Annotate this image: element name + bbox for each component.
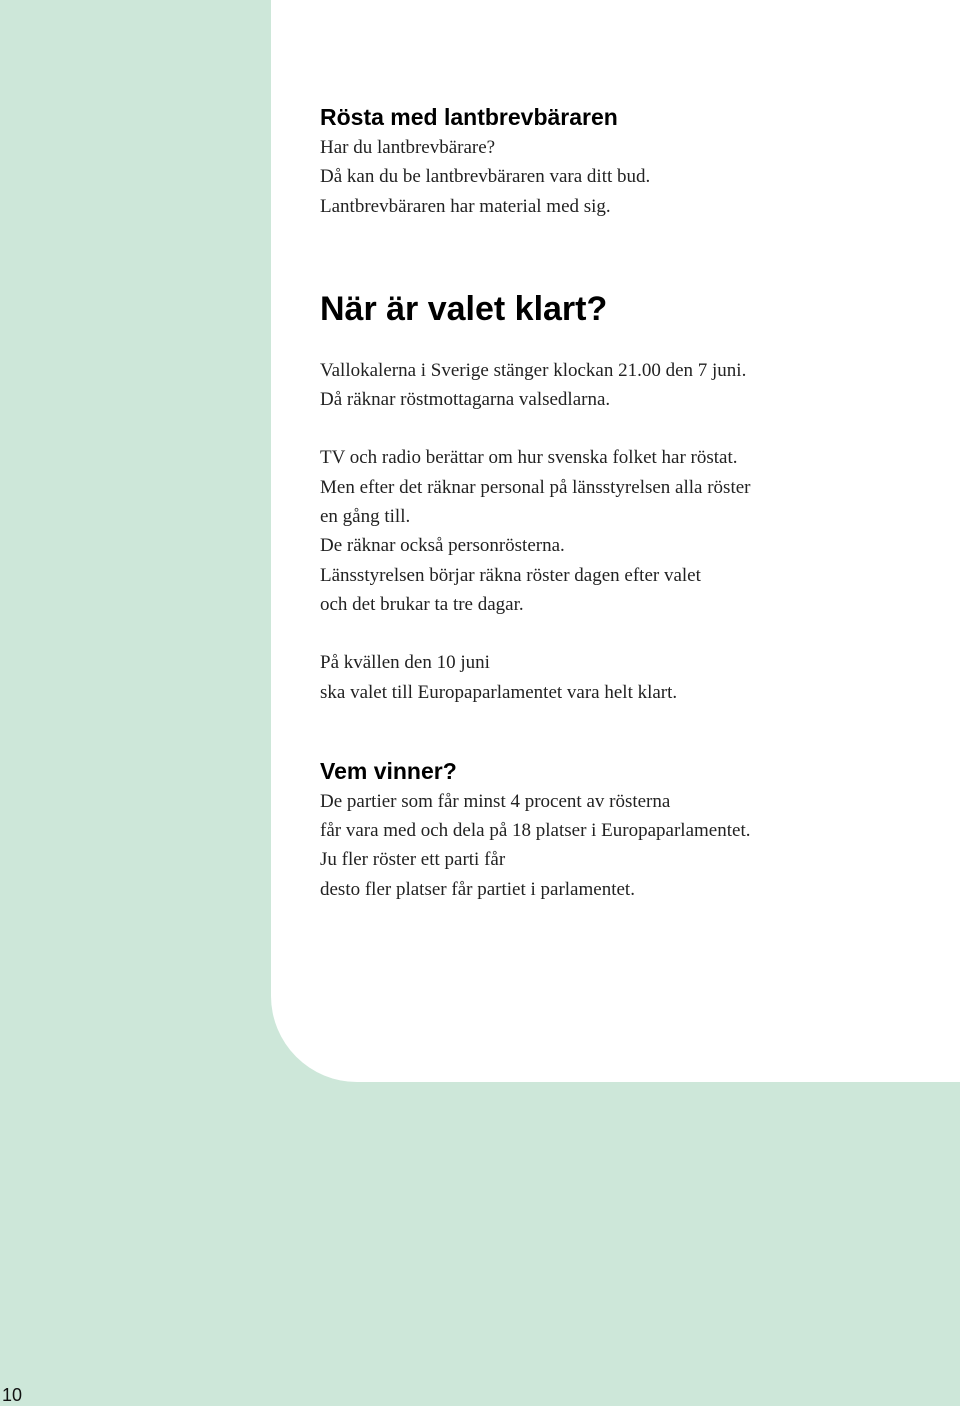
section-vem-vinner bbox=[320, 755, 940, 904]
text-line: Länsstyrelsen börjar räkna röster dagen efter valet bbox=[320, 564, 701, 586]
text-line: Då räknar röstmottagarna valsedlarna. bbox=[320, 389, 611, 411]
section-heading: När är valet klart? bbox=[320, 289, 608, 328]
text-line: och det brukar ta tre dagar. bbox=[320, 593, 524, 615]
document-content bbox=[320, 101, 940, 904]
text-line: Vallokalerna i Sverige stänger klockan 21.00 den 7 juni. bbox=[320, 359, 747, 381]
text-line: På kvällen den 10 juni bbox=[320, 652, 490, 674]
text-line: De partier som får minst 4 procent av rösterna bbox=[320, 790, 671, 812]
text-line: Men efter det räknar personal på länsstyrelsen alla röster bbox=[320, 476, 751, 498]
text-line: Lantbrevbäraren har material med sig. bbox=[320, 195, 611, 217]
text-line: ska valet till Europaparlamentet vara helt klart. bbox=[320, 681, 678, 703]
text-line: Då kan du be lantbrevbäraren vara ditt bud. bbox=[320, 166, 651, 188]
paragraph bbox=[320, 787, 940, 904]
paragraph bbox=[320, 356, 940, 415]
paragraph bbox=[320, 443, 940, 619]
paragraph bbox=[320, 133, 940, 221]
text-line: får vara med och dela på 18 platser i Europaparlamentet. bbox=[320, 820, 751, 842]
section-nar-ar-valet-klart bbox=[320, 289, 940, 707]
text-line: Ju fler röster ett parti får bbox=[320, 849, 506, 871]
section-heading: Rösta med lantbrevbäraren bbox=[320, 104, 618, 130]
text-line: en gång till. bbox=[320, 506, 411, 528]
text-line: TV och radio berättar om hur svenska folket har röstat. bbox=[320, 447, 738, 469]
text-line: De räknar också personrösterna. bbox=[320, 535, 565, 557]
section-heading: Vem vinner? bbox=[320, 757, 457, 784]
page-number: 10 bbox=[2, 1385, 23, 1405]
paragraph bbox=[320, 648, 940, 707]
section-rosta-med-lantbrevbararen bbox=[320, 101, 940, 221]
text-line: desto fler platser får partiet i parlamentet. bbox=[320, 878, 635, 900]
text-line: Har du lantbrevbärare? bbox=[320, 137, 496, 158]
